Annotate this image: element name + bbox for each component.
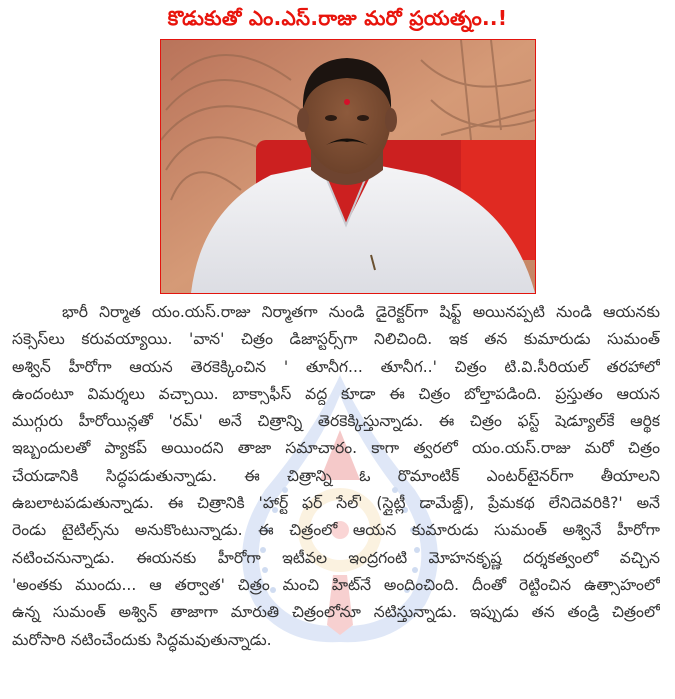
body-line: సక్సెస్‌లు కరువయ్యాయి. 'వాన' చిత్రం డిజాస్టర్స్‌గా నిలిచింది. ఇక తన కుమారుడు సుమంత్	[12, 330, 660, 349]
body-line: ఉందంటూ విమర్శలు వచ్చాయి. బాక్సాఫీస్ వద్ద కూడా ఈ చిత్రం బోల్తాపడింది. ప్రస్తుతం ఆయన	[12, 384, 660, 403]
article-photo	[160, 39, 536, 294]
body-line: 'అంతకు ముందు... ఆ తర్వాత' చిత్రం మంచి హిట్‌నే అందించింది. దీంతో రెట్టించిన ఉత్సాహంలో	[12, 575, 660, 594]
portrait-image	[161, 40, 535, 293]
body-line: ఇబ్బందులతో ప్యాకప్ అయిందని తాజా సమాచారం. కాగా త్వరలో యం.యస్.రాజు మరో చిత్రం	[12, 439, 660, 458]
body-line: మరోసారి నటించేందుకు సిద్ధమవుతున్నాడు.	[12, 630, 272, 649]
body-line: రెండు టైటిల్స్‌ను అనుకొంటున్నాడు. ఈ చిత్రంలో ఆయన కుమారుడు సుమంత్ అశ్వినే హీరోగా	[12, 521, 660, 540]
article-body	[12, 299, 660, 654]
headline: కొడుకుతో ఎం.ఎస్.రాజు మరో ప్రయత్నం..!	[167, 6, 508, 30]
body-line: ఉబలాటపడుతున్నాడు. ఈ చిత్రానికి 'హార్ట్ ఫర్ సేల్' (స్లైట్లీ డామేజ్డ్), ప్రేమకథ లేనిదెవరికి?' అనే	[12, 494, 660, 513]
body-line: ఉన్న సుమంత్ అశ్విన్ తాజాగా మారుతి చిత్రంలోనూ నటిస్తున్నాడు. ఇప్పుడు తన తండ్రి చిత్రంలో	[12, 603, 660, 622]
body-line: నటించనున్నాడు. ఈయనకు హీరోగా ఇటీవల ఇంద్రగంటి మోహనకృష్ణ దర్శకత్వంలో వచ్చిన	[12, 548, 660, 567]
body-line: చేయడానికి సిద్ధపడుతున్నాడు. ఈ చిత్రాన్ని ఓ రొమాంటిక్ ఎంటర్‌టైనర్‌గా తీయాలని	[12, 466, 660, 485]
body-line: అశ్విన్ హీరోగా ఆయన తెరకెక్కించిన ' తూనీగ... తూనీగ..' చిత్రం టి.వి.సీరియల్ తరహాలో	[12, 357, 660, 376]
body-line: ముగ్గురు హీరోయిన్లతో 'రమ్' అనే చిత్రాన్ని తెరకెక్కిస్తున్నాడు. ఈ చిత్రం ఫస్ట్ షెడ్యూల్‌కే ఆర్థిక	[12, 412, 660, 431]
body-line: భారీ నిర్మాత యం.యస్.రాజు నిర్మాతగా నుండి డైరెక్టర్‌గా షిఫ్ట్ అయినప్పటి నుండి ఆయనకు	[62, 303, 660, 321]
